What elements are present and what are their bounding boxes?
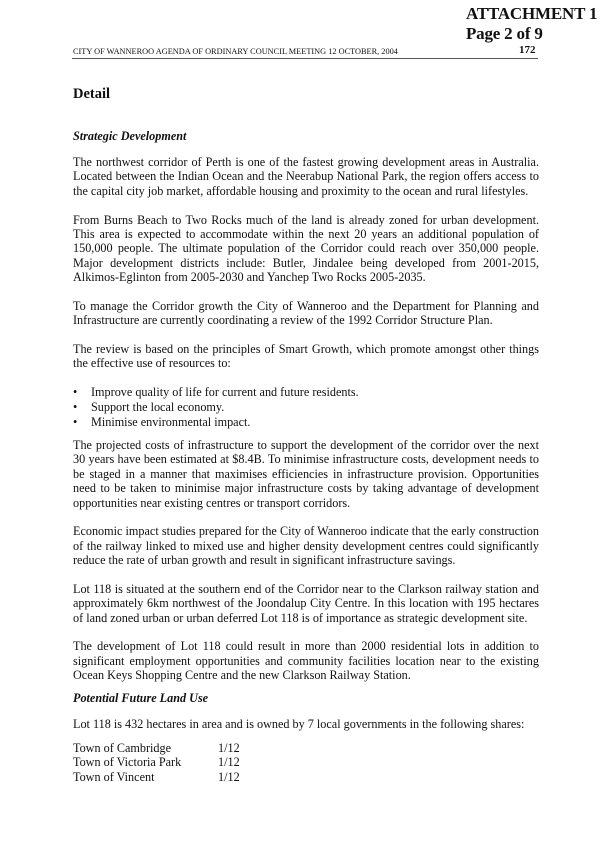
- list-item: [73, 415, 539, 430]
- paragraph: To manage the Corridor growth the City of Wanneroo and the Department for Planning and Infrastructure are currently coordinating a review of the 1992 Corridor Structure Plan.: [73, 298, 539, 328]
- bullet-icon: •: [73, 400, 78, 415]
- table-row: [73, 755, 240, 769]
- paragraph: Economic impact studies prepared for the City of Wanneroo indicate that the early construction of the railway linked to mixed use and higher density development centres could significantly reduce the rate of urban growth and result in significant infrastructure savings.: [73, 524, 539, 568]
- list-item: [73, 385, 539, 400]
- owner-share: 1/12: [218, 769, 240, 784]
- header-divider: [72, 58, 538, 59]
- document-body: [73, 85, 539, 784]
- bullet-icon: •: [73, 415, 78, 430]
- paragraph: The projected costs of infrastructure to support the development of the corridor over the next 30 years have been estimated at $8.4B. To minimise infrastructure costs, development needs to be staged in a manner that maximises efficiencies in infrastructure provision. Opportunities need to be taken to minimise major infrastructure costs by taking advantage of development opportunities near existing centres or transport corridors.: [73, 438, 539, 510]
- owner-name: Town of Cambridge: [73, 741, 171, 756]
- owner-name: Town of Vincent: [73, 769, 155, 784]
- paragraph: From Burns Beach to Two Rocks much of the land is already zoned for urban development. This area is expected to accommodate within the next 20 years an additional population of 150,000 people. The ultimate population of the Corridor could reach over 350,000 people. Major development districts include: Butler, Jindalee being developed from 2001-2015, Alkimos-Eglinton from 2005-2030 and Yanchep Two Rocks 2005-2035.: [73, 212, 539, 285]
- smart-growth-list: [73, 385, 539, 430]
- paragraph: The northwest corridor of Perth is one of the fastest growing development areas in Australia. Located between the Indian Ocean and the Neerabup National Park, the region offers access to the capital city job market, affordable housing and proximity to the ocean and rural lifestyles.: [73, 155, 539, 198]
- attachment-label: [466, 4, 597, 44]
- attachment-title: ATTACHMENT 1: [466, 4, 598, 23]
- list-item-text: Minimise environmental impact.: [91, 415, 251, 430]
- table-row: [73, 741, 240, 755]
- owner-name: Town of Victoria Park: [73, 755, 182, 770]
- ownership-shares-table: [73, 741, 240, 784]
- paragraph: Lot 118 is 432 hectares in area and is owned by 7 local governments in the following shares:: [73, 716, 525, 731]
- paragraph: Lot 118 is situated at the southern end of the Corridor near to the Clarkson railway station and approximately 6km northwest of the Joondalup City Centre. In this location with 195 hectares of land zoned urban or urban deferred Lot 118 is of importance as strategic development site.: [73, 581, 539, 625]
- page-title: Detail: [73, 86, 111, 102]
- list-item-text: Improve quality of life for current and future residents.: [91, 385, 359, 400]
- owner-share: 1/12: [218, 755, 240, 770]
- owner-share: 1/12: [218, 741, 240, 756]
- bullet-icon: •: [73, 385, 78, 400]
- list-item: [73, 400, 539, 415]
- paragraph: The review is based on the principles of Smart Growth, which promote amongst other things the effective use of resources to:: [73, 341, 539, 371]
- paragraph: The development of Lot 118 could result in more than 2000 residential lots in addition to significant employment opportunities and community facilities location near to the existing Ocean Keys Shopping Centre and the new Clarkson Railway Station.: [73, 639, 539, 683]
- list-item-text: Support the local economy.: [91, 400, 225, 415]
- section-heading-strategic-development: Strategic Development: [73, 129, 187, 143]
- agenda-title: CITY OF WANNEROO AGENDA OF ORDINARY COUNCIL MEETING 12 OCTOBER, 2004: [73, 47, 398, 56]
- page-number: 172: [519, 44, 536, 56]
- table-row: [73, 770, 240, 784]
- section-heading-potential-future-land-use: Potential Future Land Use: [73, 690, 209, 705]
- page-of-label: Page 2 of 9: [466, 24, 543, 43]
